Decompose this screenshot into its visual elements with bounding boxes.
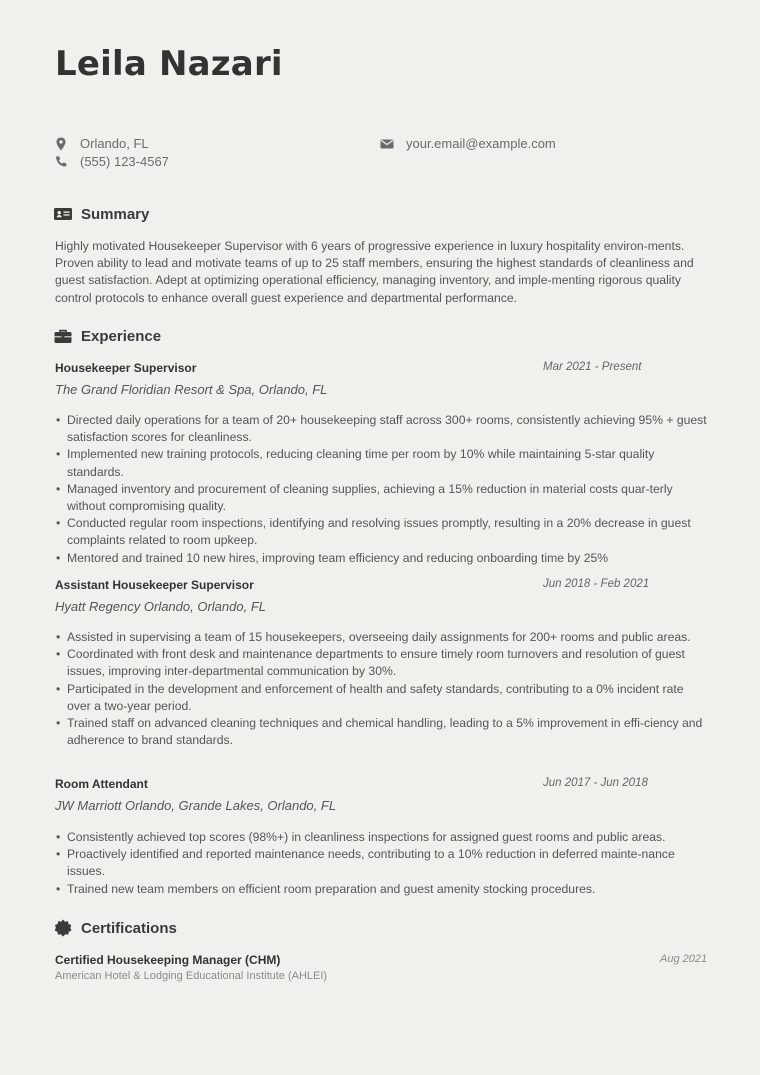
list-item: • Trained new team members on efficient room preparation and guest amenity stocking procedures. [55,881,710,898]
list-item: • Proactively identified and reported maintenance needs, contributing to a 10% reduction in deferred mainte-nance issues. [55,846,710,880]
badge-icon [54,919,72,937]
cert-org: American Hotel & Lodging Educational Institute (AHLEI) [55,970,328,982]
list-item: • Coordinated with front desk and maintenance departments to ensure timely room turnovers and resolution of guest issues, improving inter-departmental communication by 30%. [55,646,710,680]
list-item: • Implemented new training protocols, reducing cleaning time per room by 10% while maintaining 5-star quality standards. [55,446,710,480]
list-item: • Trained staff on advanced cleaning techniques and chemical handling, leading to a 5% improvement in effi-ciency and adherence to brand standards. [55,715,710,749]
job-bullets [55,629,710,749]
phone-icon [54,155,68,169]
experience-heading [54,327,161,345]
list-item: • Participated in the development and enforcement of health and safety standards, contributing to a 0% incident rate over a two-year period. [55,681,710,715]
job-bullets [55,829,710,898]
email-link[interactable]: your.email@example.com [406,136,556,151]
list-item: • Consistently achieved top scores (98%+) in cleanliness inspections for assigned guest rooms and public areas. [55,829,710,846]
list-item: • Mentored and trained 10 new hires, improving team efficiency and reducing onboarding time by 25% [55,550,710,567]
phone-text: (555) 123-4567 [80,154,169,169]
envelope-icon [380,137,394,151]
list-item: • Directed daily operations for a team of 20+ housekeeping staff across 300+ rooms, consistently achieving 95% + guest satisfaction scores for cleanliness. [55,412,710,446]
job-title: Room Attendant [55,777,148,791]
summary-heading [54,205,149,223]
job-title: Assistant Housekeeper Supervisor [55,578,254,592]
job-org: Hyatt Regency Orlando, Orlando, FL [55,599,266,614]
job-date: Jun 2018 - Feb 2021 [543,578,650,590]
job-org: The Grand Floridian Resort & Spa, Orlando, FL [55,382,328,397]
job-date: Mar 2021 - Present [543,361,642,373]
contact-email[interactable] [380,136,556,151]
summary-text: Highly motivated Housekeeper Supervisor with 6 years of progressive experience in luxury hospitality environ-ments. Proven ability to lead and motivate teams of up to 25 staff members, ensuring the highest standards of cleanliness and guest satisfaction. Adept at optimizing operational efficiency, managing inventory, and imple-menting rigorous quality control protocols to enhance overall guest experience and departmental performance. [55,239,694,305]
candidate-name: Leila Nazari [55,44,283,84]
job-bullets [55,412,710,567]
map-pin-icon [54,137,68,151]
id-card-icon [54,205,72,223]
contact-phone [54,154,169,169]
summary-title: Summary [81,205,150,223]
job-title: Housekeeper Supervisor [55,361,197,375]
list-item: • Assisted in supervising a team of 15 housekeepers, overseeing daily assignments for 200+ rooms and public areas. [55,629,710,646]
list-item: • Conducted regular room inspections, identifying and resolving issues promptly, resulting in a 20% decrease in guest complaints related to room upkeep. [55,515,710,549]
certifications-title: Certifications [81,919,177,937]
job-org: JW Marriott Orlando, Grande Lakes, Orlando, FL [55,798,337,813]
contact-location [54,136,149,151]
list-item: • Managed inventory and procurement of cleaning supplies, achieving a 15% reduction in material costs quar-terly without compromising quality. [55,481,710,515]
location-text: Orlando, FL [80,136,149,151]
experience-title: Experience [81,327,162,345]
cert-title: Certified Housekeeping Manager (CHM) [55,953,281,967]
certifications-heading [54,919,177,937]
cert-date: Aug 2021 [660,953,708,965]
briefcase-icon [54,327,72,345]
job-date: Jun 2017 - Jun 2018 [543,777,648,789]
